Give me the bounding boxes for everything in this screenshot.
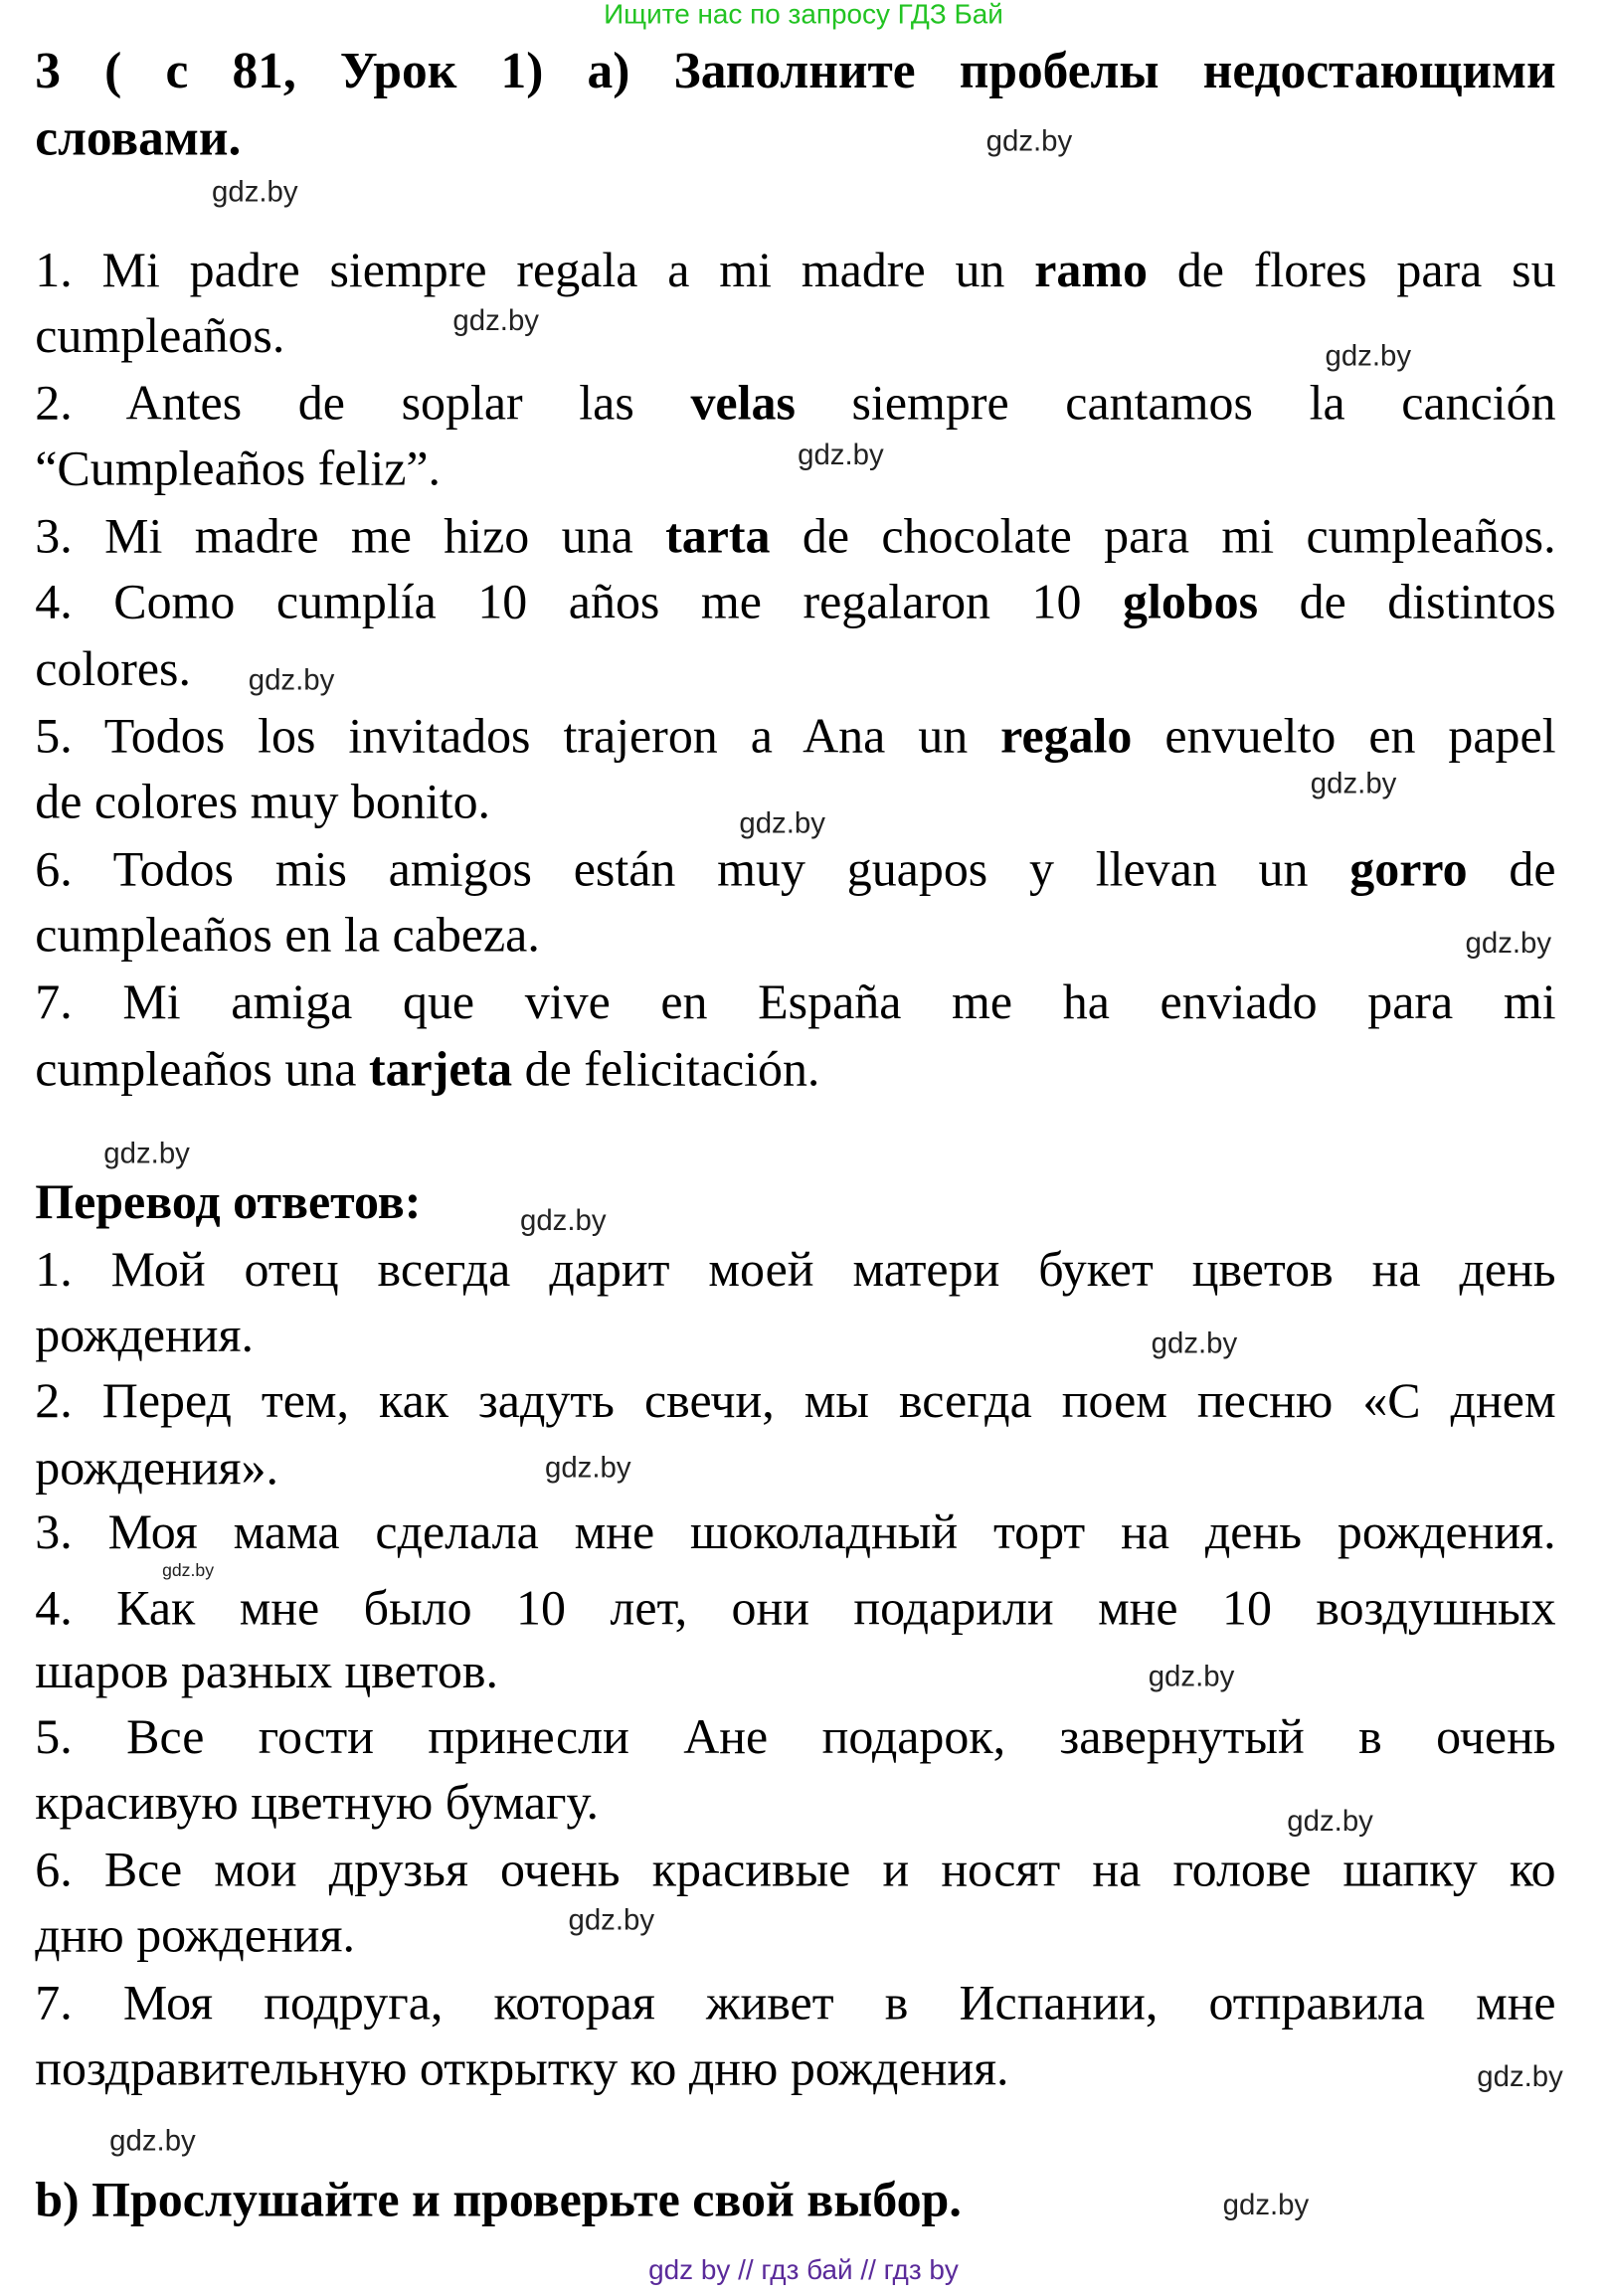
answer-3-line1 [35, 508, 1555, 567]
answer-word: velas [690, 377, 796, 432]
translation-4-line2: шаров разных цветов. [35, 1645, 498, 1699]
watermark: gdz.by [109, 2125, 196, 2158]
translation-heading: Перевод ответов: [35, 1175, 422, 1230]
part-b-heading: b) Прослушайте и проверьте свой выбор. [35, 2174, 962, 2228]
text: de distintos [1258, 575, 1556, 630]
watermark: gdz.by [212, 176, 298, 210]
watermark: gdz.by [162, 1559, 215, 1581]
watermark: gdz.by [985, 125, 1073, 158]
answer-7-line1: 7. Mi amiga que vive en España me ha enviado para mi [35, 975, 1556, 1030]
watermark: gdz.by [544, 1452, 631, 1485]
answer-7-line2 [35, 1041, 819, 1100]
text: de flores para su [1147, 244, 1556, 298]
translation-5-line2: красивую цветную бумагу. [35, 1776, 599, 1831]
answer-word: globos [1123, 575, 1259, 630]
text: cumpleaños una [35, 1042, 369, 1098]
watermark: gdz.by [519, 1205, 607, 1238]
text: envuelto en papel [1132, 709, 1556, 765]
text: 5. Todos los invitados trajeron a Ana un [35, 709, 1001, 765]
translation-1-line1: 1. Мой отец всегда дарит моей матери букет цветов на день [35, 1243, 1556, 1298]
text: de chocolate para mi cumpleaños. [770, 509, 1556, 565]
translation-6-line1: 6. Все мои друзья очень красивые и носят на голове шапку ко [35, 1844, 1556, 1898]
text: 3. Mi madre me hizo una [35, 509, 666, 565]
answer-word: regalo [1000, 709, 1133, 765]
watermark: gdz.by [1310, 768, 1397, 801]
answer-5-line1 [35, 709, 1555, 768]
watermark: gdz.by [739, 807, 825, 840]
watermark: gdz.by [1222, 2190, 1310, 2222]
text: 6. Todos mis amigos están muy guapos y llevan un [35, 842, 1350, 898]
translation-7-line1: 7. Моя подруга, которая живет в Испании, отправила мне [35, 1976, 1556, 2031]
answer-6-line2: cumpleaños en la cabeza. [35, 908, 540, 964]
answer-5-line2: de colores muy bonito. [35, 776, 491, 830]
answer-2-line2: “Cumpleaños feliz”. [35, 442, 442, 497]
text: 2. Antes de soplar las [35, 377, 691, 432]
watermark: gdz.by [1477, 2060, 1563, 2094]
watermark: gdz.by [1465, 927, 1552, 961]
answer-2-line1 [35, 376, 1555, 435]
watermark: gdz.by [1287, 1805, 1373, 1839]
answer-4-line2: colores. [35, 642, 191, 697]
text: 1. Mi padre siempre regala a mi madre un [35, 244, 1035, 298]
footer-watermark: gdz by // гдз бай // гдз by [648, 2255, 959, 2287]
watermark: gdz.by [798, 440, 884, 472]
answer-1-line1 [35, 243, 1555, 301]
top-banner: Ищите нас по запросу ГДЗ Бай [604, 0, 1003, 31]
answer-word: ramo [1034, 244, 1148, 298]
answer-6-line1 [35, 841, 1555, 900]
task-title-line2: словами. [35, 109, 242, 167]
answer-word: tarta [665, 509, 771, 565]
watermark: gdz.by [568, 1904, 655, 1938]
watermark: gdz.by [452, 305, 540, 338]
watermark: gdz.by [1151, 1327, 1238, 1360]
answer-word: tarjeta [368, 1042, 513, 1098]
translation-3-line1: 3. Моя мама сделала мне шоколадный торт на день рождения. [35, 1505, 1556, 1560]
translation-6-line2: дню рождения. [35, 1909, 355, 1964]
text: siempre cantamos la canción [795, 377, 1556, 432]
watermark: gdz.by [248, 664, 335, 697]
text: de [1467, 842, 1556, 898]
translation-5-line1: 5. Все гости принесли Ане подарок, завернутый в очень [35, 1710, 1556, 1765]
translation-2-line1: 2. Перед тем, как задуть свечи, мы всегда поем песню «С днем [35, 1374, 1556, 1429]
text: 4. Como cumplía 10 años me regalaron 10 [35, 575, 1124, 630]
translation-2-line2: рождения». [35, 1442, 278, 1497]
answer-1-line2: cumpleaños. [35, 309, 285, 364]
translation-4-line1: 4. Как мне было 10 лет, они подарили мне 10 воздушных [35, 1582, 1556, 1637]
task-title-line1: 3 ( с 81, Урок 1) а) Заполните пробелы недостающими [35, 42, 1556, 99]
translation-1-line2: рождения. [35, 1309, 255, 1363]
answer-word: gorro [1349, 842, 1468, 898]
watermark: gdz.by [1148, 1661, 1235, 1693]
translation-7-line2: поздравительную открытку ко дню рождения. [35, 2041, 1009, 2097]
watermark: gdz.by [103, 1138, 190, 1170]
answer-4-line1 [35, 574, 1555, 632]
text: de felicitación. [512, 1042, 820, 1098]
watermark: gdz.by [1325, 340, 1412, 373]
